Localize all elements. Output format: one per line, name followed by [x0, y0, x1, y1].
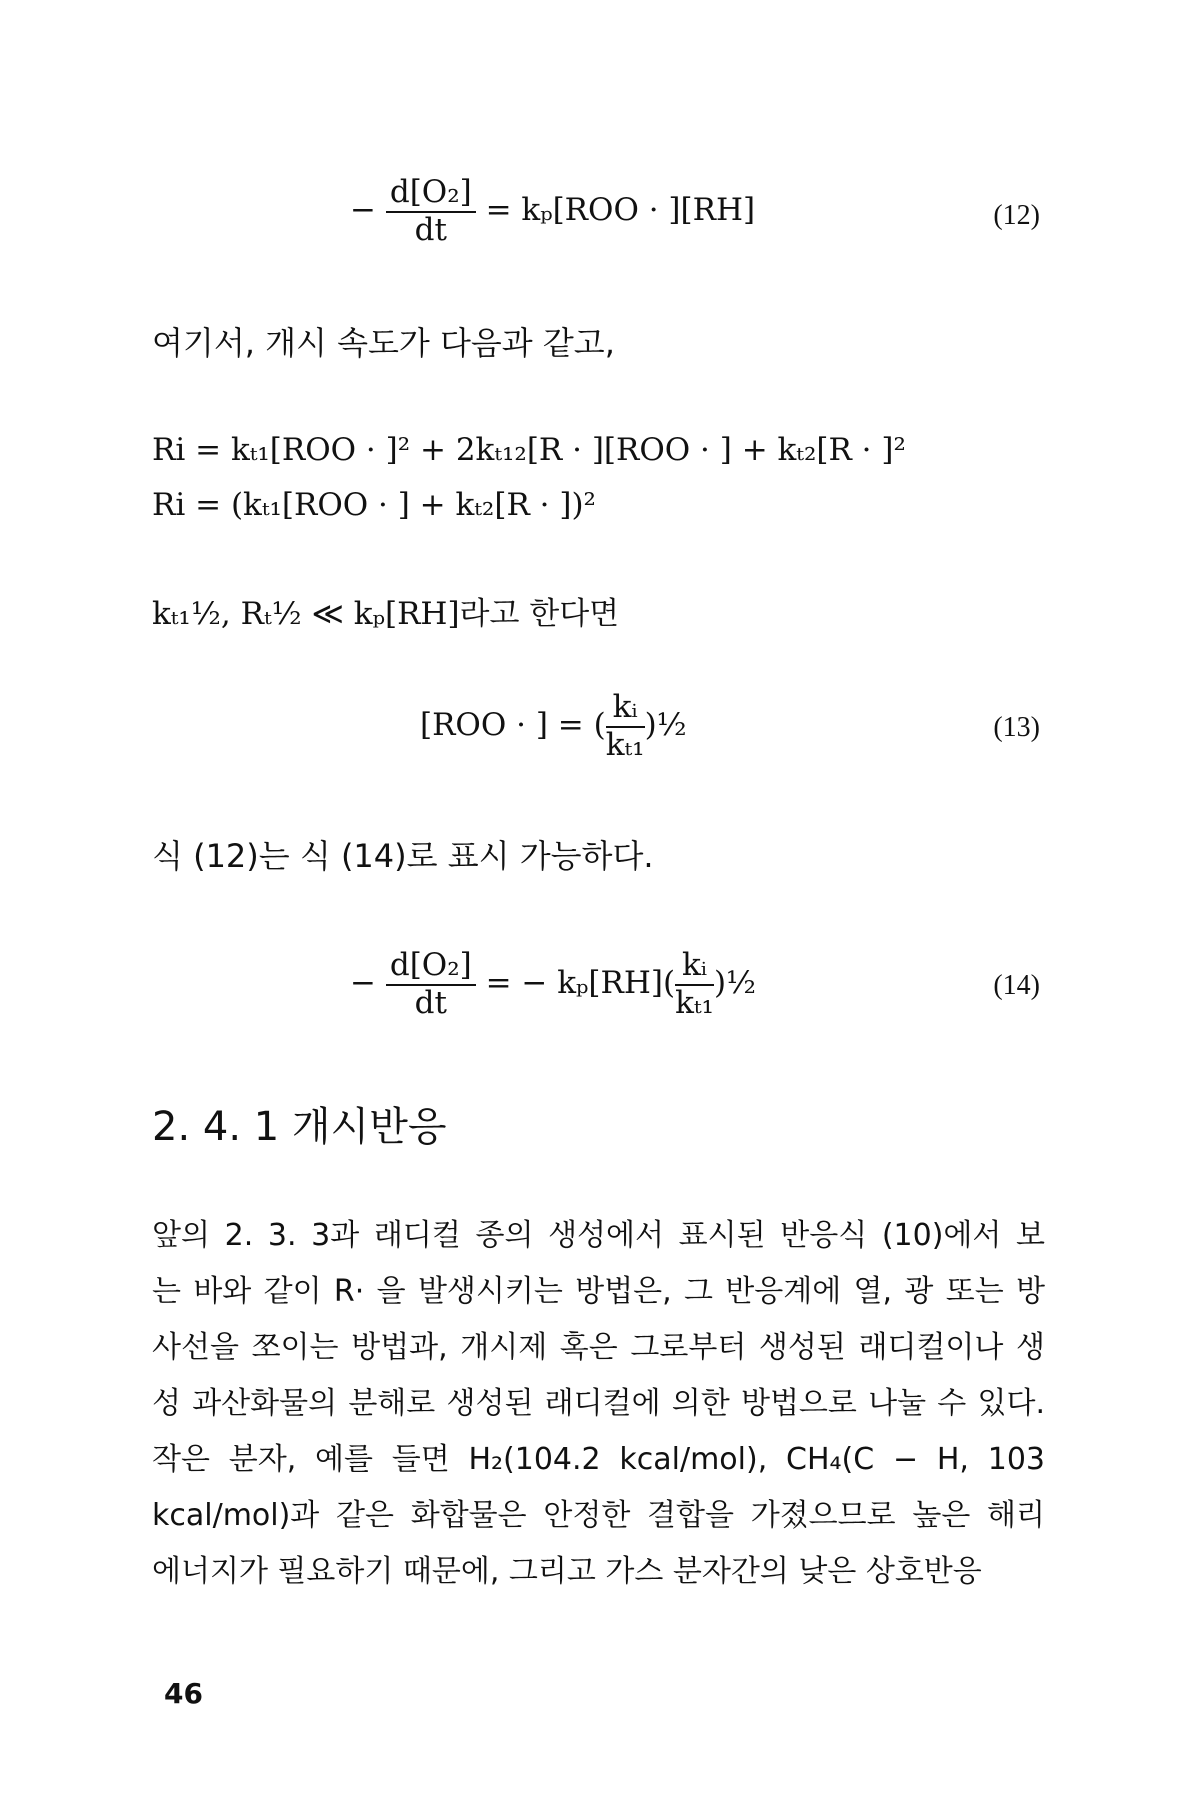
ri-equation-1: Ri = kₜ₁[ROO · ]² + 2kₜ₁₂[R · ][ROO · ] + kₜ₂[R · ]²	[152, 432, 906, 468]
eq12-rhs: = kₚ[ROO · ][RH]	[485, 192, 756, 229]
eq12-fraction	[386, 175, 476, 248]
eq13-denominator: kₜ₁	[605, 726, 645, 763]
paragraph-line: 사선을 쪼이는 방법과, 개시제 혹은 그로부터 생성된 래디컬이나 생	[152, 1330, 1045, 1365]
eq14-mid: = − kₚ[RH](	[485, 965, 676, 1002]
eq13-fraction	[606, 690, 645, 763]
eq13-lhs: [ROO · ] = (	[420, 707, 606, 744]
paragraph-line: 는 바와 같이 R· 을 발생시키는 방법은, 그 반응계에 열, 광 또는 방	[152, 1274, 1045, 1309]
eq13-rhs: )½	[644, 707, 687, 744]
eq14-denominator-1: dt	[414, 984, 447, 1021]
eq14-rhs: )½	[713, 965, 757, 1002]
equation-12-number: (12)	[993, 200, 1040, 231]
paragraph-line: 작은 분자, 예를 들면 H₂(104.2 kcal/mol), CH₄(C − H, 103	[152, 1442, 1045, 1477]
eq14-numerator-2: kᵢ	[675, 948, 714, 986]
text-eq-reference: 식 (12)는 식 (14)로 표시 가능하다.	[152, 837, 654, 875]
eq14-fraction-1	[386, 948, 476, 1021]
condition-text: kₜ₁½, Rₜ½ ≪ kₚ[RH]라고 한다면	[152, 596, 620, 632]
text-intro: 여기서, 개시 속도가 다음과 같고,	[152, 324, 615, 362]
paragraph-line: 성 과산화물의 분해로 생성된 래디컬에 의한 방법으로 나눌 수 있다.	[152, 1386, 1045, 1421]
paragraph-line: 에너지가 필요하기 때문에, 그리고 가스 분자간의 낮은 상호반응	[152, 1554, 982, 1589]
eq14-denominator-2: kₜ₁	[675, 984, 714, 1021]
eq12-sign: −	[350, 192, 376, 229]
paragraph-line: kcal/mol)과 같은 화합물은 안정한 결합을 가졌으므로 높은 해리	[152, 1498, 1045, 1533]
section-heading: 2. 4. 1 개시반응	[152, 1104, 447, 1150]
eq14-fraction-2	[675, 948, 714, 1021]
paragraph-line: 앞의 2. 3. 3과 래디컬 종의 생성에서 표시된 반응식 (10)에서 보	[152, 1218, 1045, 1253]
equation-12	[350, 175, 755, 248]
eq12-denominator: dt	[414, 211, 447, 248]
equation-13	[420, 690, 687, 763]
eq14-numerator-1: d[O₂]	[386, 948, 476, 986]
eq14-sign: −	[350, 965, 376, 1002]
eq13-numerator: kᵢ	[606, 690, 645, 728]
page-number: 46	[164, 1677, 203, 1710]
equation-14-number: (14)	[993, 970, 1040, 1001]
equation-14	[350, 948, 756, 1021]
equation-13-number: (13)	[993, 712, 1040, 743]
ri-equation-2: Ri = (kₜ₁[ROO · ] + kₜ₂[R · ])²	[152, 487, 596, 523]
eq12-numerator: d[O₂]	[386, 175, 476, 213]
